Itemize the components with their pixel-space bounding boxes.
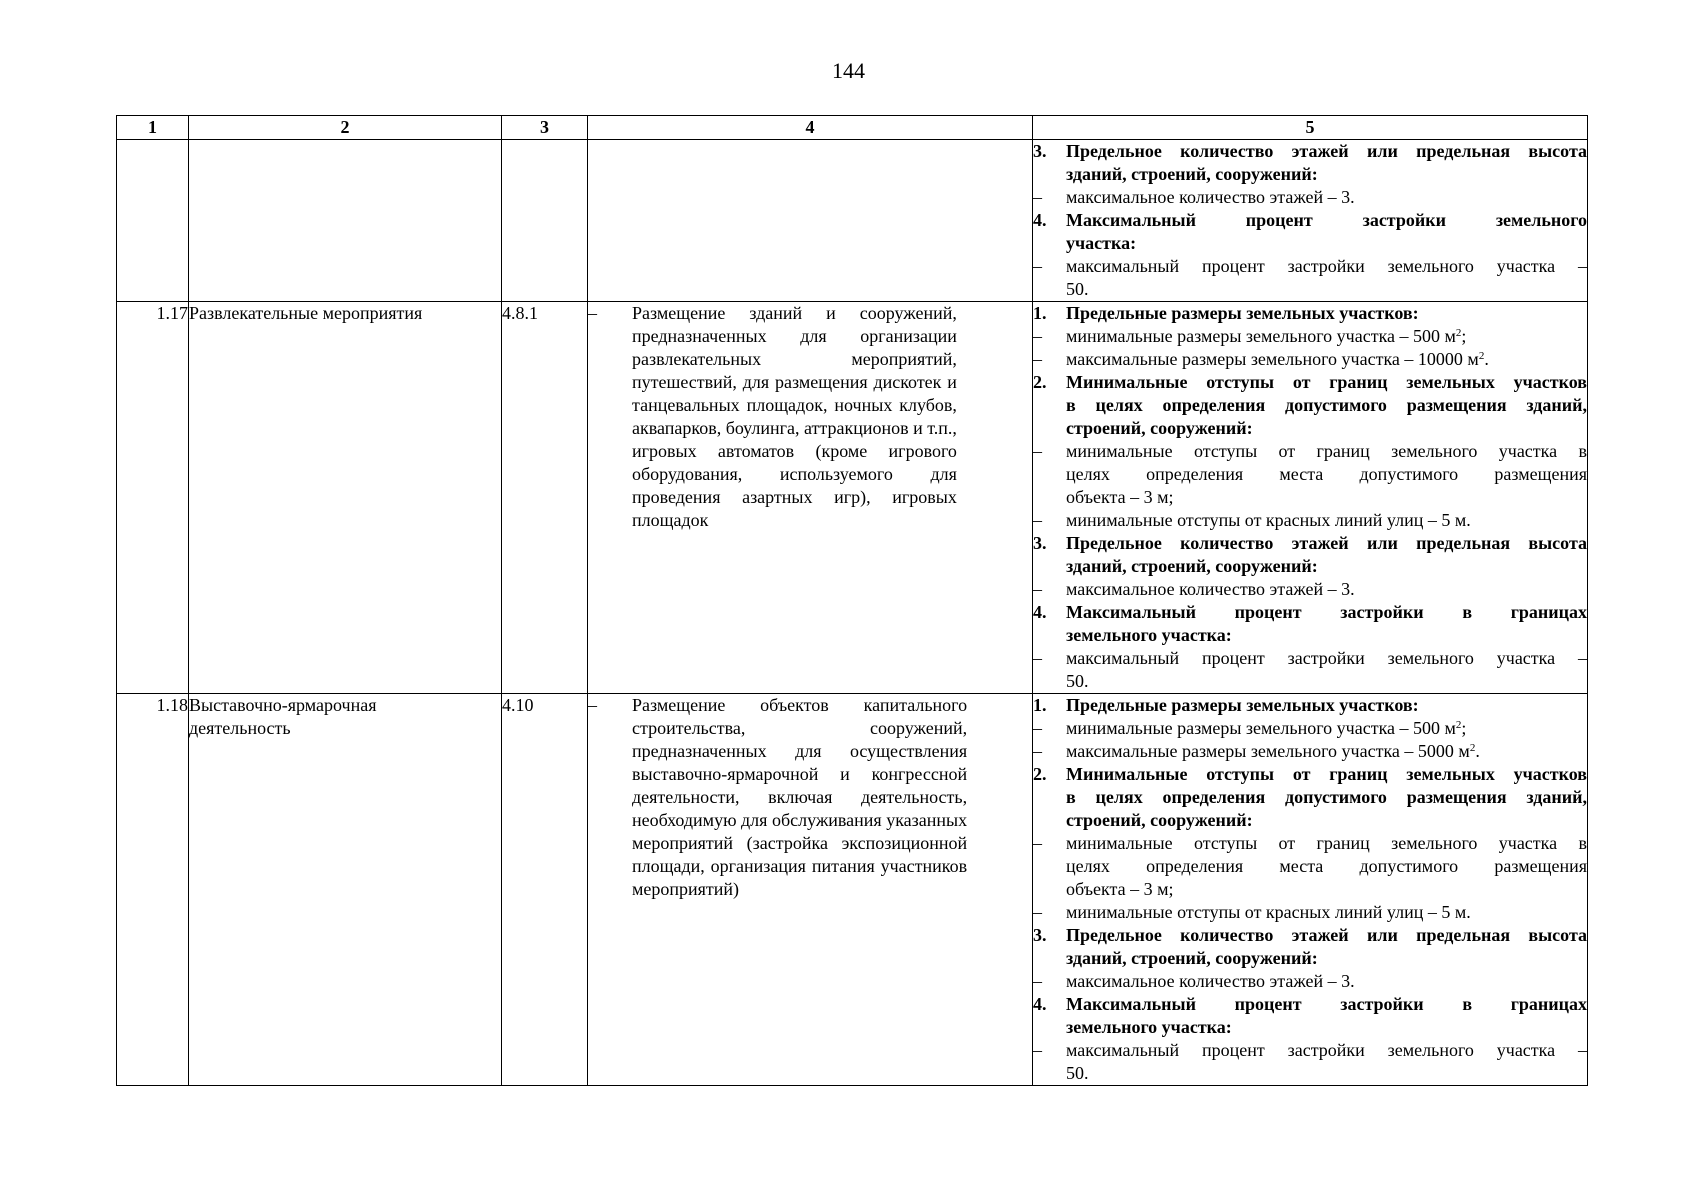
dash-marker: –: [1033, 718, 1042, 738]
column-header: 5: [1033, 116, 1588, 140]
description-text: [632, 694, 967, 901]
text-line: площади, организация питания участников: [632, 856, 968, 876]
dash-marker: –: [1033, 741, 1042, 761]
text-line: предназначенных для осуществления: [632, 741, 968, 761]
table-row-continuation: [117, 140, 1588, 302]
text-line: [1066, 255, 1587, 278]
parameter-text: [1066, 1039, 1587, 1085]
punctuation: .: [1475, 741, 1480, 761]
text-line: строительства, сооружений,: [632, 718, 968, 738]
text-line: [1066, 855, 1587, 878]
parameter-heading: [1033, 763, 1587, 832]
text-line: [1066, 186, 1587, 209]
dash-marker: –: [1033, 187, 1042, 207]
text-line: оборудования, используемого для: [632, 464, 957, 484]
text-line: [1066, 1039, 1587, 1062]
text-line: [1066, 809, 1587, 832]
text-line: [1066, 463, 1587, 486]
table-row: [117, 694, 1588, 1086]
table-row: [117, 302, 1588, 694]
parameter-number: 1.: [1033, 695, 1047, 715]
text-line: выставочно-ярмарочной и конгрессной: [632, 764, 968, 784]
text-line: [1066, 348, 1587, 371]
parameter-text: [1066, 694, 1587, 717]
text-line: [1066, 140, 1587, 163]
parameter-text: [1066, 901, 1587, 924]
parameter-item: [1033, 832, 1587, 901]
text-line: [1066, 970, 1587, 993]
parameter-text: [1066, 209, 1587, 255]
line-text: целях определения места допустимого размещения: [1066, 464, 1587, 484]
text-line: [1066, 624, 1587, 647]
line-text: участка:: [1066, 233, 1137, 253]
text-line: [1066, 302, 1587, 325]
superscript: 2: [1455, 327, 1462, 339]
dash-marker: –: [1033, 648, 1042, 668]
line-text: целях определения места допустимого размещения: [1066, 856, 1587, 876]
text-line: [1066, 440, 1587, 463]
parameter-heading: [1033, 993, 1587, 1039]
text-line: [1066, 924, 1587, 947]
cell-parameters: [1033, 694, 1588, 1086]
header-row: [117, 116, 1588, 140]
line-text: минимальные отступы от красных линий улиц – 5 м.: [1066, 510, 1471, 530]
parameter-text: [1066, 832, 1587, 901]
line-text: максимальное количество этажей – 3.: [1066, 971, 1355, 991]
superscript: 2: [1469, 742, 1476, 754]
parameter-text: [1066, 186, 1587, 209]
parameter-item: [1033, 901, 1587, 924]
parameter-text: [1066, 578, 1587, 601]
parameter-text: [1066, 302, 1587, 325]
cell-description: [588, 140, 1033, 302]
parameter-text: [1066, 140, 1587, 186]
parameter-heading: [1033, 694, 1587, 717]
text-line: [1066, 670, 1587, 693]
text-line: Размещение объектов капитального: [632, 695, 968, 715]
line-text: земельного участка:: [1066, 625, 1232, 645]
line-text: минимальные размеры земельного участка – 500 м: [1066, 326, 1456, 346]
dash-marker: –: [1033, 326, 1042, 346]
text-line: [1066, 993, 1587, 1016]
parameter-text: [1066, 924, 1587, 970]
parameter-text: [1066, 371, 1587, 440]
text-line: [1066, 878, 1587, 901]
parameter-item: [1033, 440, 1587, 509]
text-line: танцевальных площадок, ночных клубов,: [632, 395, 957, 415]
page-number: 144: [832, 58, 865, 83]
parameter-item: [1033, 578, 1587, 601]
text-line: путешествий, для размещения дискотек и: [632, 372, 957, 392]
text-line: аквапарков, боулинга, аттракционов и т.п.,: [632, 418, 957, 438]
parameter-item: [1033, 647, 1587, 693]
text-line: [1066, 532, 1587, 555]
parameter-item: [1033, 186, 1587, 209]
cell-parameters: [1033, 140, 1588, 302]
description-text: [632, 302, 957, 532]
text-line: развлекательных мероприятий,: [632, 349, 957, 369]
line-text: Предельное количество этажей или предельная высота: [1066, 141, 1587, 161]
line-text: минимальные отступы от границ земельного участка в: [1066, 441, 1587, 461]
text-line: деятельности, включая деятельность,: [632, 787, 968, 807]
text-line: [1066, 394, 1587, 417]
column-header: 1: [117, 116, 189, 140]
text-line: [1066, 278, 1587, 301]
line-text: 50.: [1066, 671, 1089, 691]
line-text: Максимальный процент застройки в границах: [1066, 602, 1587, 622]
text-line: предназначенных для организации: [632, 326, 957, 346]
parameter-item: [1033, 509, 1587, 532]
parameter-heading: [1033, 209, 1587, 255]
superscript: 2: [1478, 350, 1485, 362]
text-line: Размещение зданий и сооружений,: [632, 303, 957, 323]
line-text: минимальные размеры земельного участка – 500 м: [1066, 718, 1456, 738]
line-text: 50.: [1066, 1063, 1089, 1083]
text-line: площадок: [632, 510, 709, 530]
dash-marker: –: [588, 695, 597, 715]
parameter-text: [1066, 970, 1587, 993]
text-line: мероприятий): [632, 879, 740, 899]
parameter-number: 2.: [1033, 764, 1047, 784]
dash-marker: –: [1033, 579, 1042, 599]
parameter-heading: [1033, 302, 1587, 325]
line-text: строений, сооружений:: [1066, 418, 1253, 438]
dash-marker: –: [1033, 902, 1042, 922]
line-text: Предельное количество этажей или предельная высота: [1066, 925, 1587, 945]
line-text: зданий, строений, сооружений:: [1066, 164, 1318, 184]
line-text: максимальные размеры земельного участка – 10000 м: [1066, 349, 1479, 369]
superscript: 2: [1455, 719, 1462, 731]
line-text: в целях определения допустимого размещения зданий,: [1066, 395, 1587, 415]
line-text: максимальное количество этажей – 3.: [1066, 187, 1355, 207]
text-line: [1066, 417, 1587, 440]
text-line: [1066, 555, 1587, 578]
dash-marker: –: [1033, 441, 1042, 461]
line-text: объекта – 3 м;: [1066, 879, 1174, 899]
parameter-item: [1033, 1039, 1587, 1085]
text-line: [1066, 694, 1587, 717]
parameter-item: [1033, 348, 1587, 371]
parameter-number: 4.: [1033, 602, 1047, 622]
text-line: игровых автоматов (кроме игрового: [632, 441, 957, 461]
line-text: в целях определения допустимого размещения зданий,: [1066, 787, 1587, 807]
parameter-text: [1066, 740, 1587, 763]
dash-marker: –: [1033, 349, 1042, 369]
parameter-text: [1066, 532, 1587, 578]
parameter-text: [1066, 440, 1587, 509]
land-use-name: Развлекательные мероприятия: [189, 302, 502, 694]
line-text: Минимальные отступы от границ земельных участков: [1066, 764, 1587, 784]
parameter-heading: [1033, 601, 1587, 647]
line-text: Предельные размеры земельных участков:: [1066, 695, 1419, 715]
land-use-description: [588, 302, 1033, 694]
line-text: максимальное количество этажей – 3.: [1066, 579, 1355, 599]
parameter-text: [1066, 509, 1587, 532]
regulations-table: [116, 115, 1588, 1086]
parameter-number: 2.: [1033, 372, 1047, 392]
line-text: минимальные отступы от красных линий улиц – 5 м.: [1066, 902, 1471, 922]
land-use-description: [588, 694, 1033, 1086]
parameter-text: [1066, 601, 1587, 647]
cell-code: [502, 140, 588, 302]
text-line: [1066, 232, 1587, 255]
text-line: [1066, 786, 1587, 809]
dash-marker: –: [588, 303, 597, 323]
parameter-text: [1066, 763, 1587, 832]
parameter-text: [1066, 255, 1587, 301]
text-line: [1066, 163, 1587, 186]
parameter-item: [1033, 740, 1587, 763]
text-line: [1066, 486, 1587, 509]
parameter-number: 4.: [1033, 210, 1047, 230]
line-text: максимальный процент застройки земельного участка –: [1066, 648, 1587, 668]
line-text: зданий, строений, сооружений:: [1066, 948, 1318, 968]
text-line: [1066, 601, 1587, 624]
line-text: объекта – 3 м;: [1066, 487, 1174, 507]
parameter-number: 1.: [1033, 303, 1047, 323]
line-text: Максимальный процент застройки земельного: [1066, 210, 1587, 230]
parameter-item: [1033, 717, 1587, 740]
line-text: Предельное количество этажей или предельная высота: [1066, 533, 1587, 553]
dash-marker: –: [1033, 971, 1042, 991]
parameter-number: 4.: [1033, 994, 1047, 1014]
name-line: Выставочно-ярмарочная: [189, 695, 377, 715]
text-line: [1066, 763, 1587, 786]
column-header: 4: [588, 116, 1033, 140]
text-line: [1066, 901, 1587, 924]
name-line: деятельность: [189, 718, 291, 738]
parameter-item: [1033, 970, 1587, 993]
parameter-number: 3.: [1033, 925, 1047, 945]
parameter-heading: [1033, 371, 1587, 440]
land-use-code: 4.8.1: [502, 302, 588, 694]
text-line: необходимую для обслуживания указанных: [632, 810, 968, 830]
parameter-text: [1066, 348, 1587, 371]
line-text: максимальные размеры земельного участка – 5000 м: [1066, 741, 1470, 761]
parameter-text: [1066, 993, 1587, 1039]
line-text: земельного участка:: [1066, 1017, 1232, 1037]
text-line: [1066, 1062, 1587, 1085]
parameter-text: [1066, 647, 1587, 693]
text-line: мероприятий (застройка экспозиционной: [632, 833, 968, 853]
line-text: максимальный процент застройки земельного участка –: [1066, 256, 1587, 276]
cell-name: [189, 140, 502, 302]
parameter-number: 3.: [1033, 533, 1047, 553]
cell-number: [117, 140, 189, 302]
text-line: [1066, 832, 1587, 855]
dash-marker: –: [1033, 1040, 1042, 1060]
row-number: 1.17: [117, 302, 189, 694]
text-line: [1066, 647, 1587, 670]
text-line: [1066, 371, 1587, 394]
line-text: зданий, строений, сооружений:: [1066, 556, 1318, 576]
column-header: 2: [189, 116, 502, 140]
line-text: Минимальные отступы от границ земельных участков: [1066, 372, 1587, 392]
text-line: [1066, 209, 1587, 232]
parameter-text: [1066, 325, 1587, 348]
text-line: проведения азартных игр), игровых: [632, 487, 957, 507]
parameter-text: [1066, 717, 1587, 740]
text-line: [1066, 1016, 1587, 1039]
text-line: [1066, 509, 1587, 532]
parameter-heading: [1033, 924, 1587, 970]
text-line: [1066, 947, 1587, 970]
parameter-heading: [1033, 140, 1587, 186]
text-line: [1066, 325, 1587, 348]
line-text: строений, сооружений:: [1066, 810, 1253, 830]
line-text: минимальные отступы от границ земельного участка в: [1066, 833, 1587, 853]
row-number: 1.18: [117, 694, 189, 1086]
dash-marker: –: [1033, 510, 1042, 530]
dash-marker: –: [1033, 833, 1042, 853]
parameter-heading: [1033, 532, 1587, 578]
line-text: Максимальный процент застройки в границах: [1066, 994, 1587, 1014]
land-use-code: 4.10: [502, 694, 588, 1086]
punctuation: .: [1484, 349, 1489, 369]
punctuation: ;: [1461, 326, 1467, 346]
line-text: максимальный процент застройки земельного участка –: [1066, 1040, 1587, 1060]
text-line: [1066, 578, 1587, 601]
land-use-name: [189, 694, 502, 1086]
line-text: Предельные размеры земельных участков:: [1066, 303, 1419, 323]
punctuation: ;: [1461, 718, 1467, 738]
parameter-item: [1033, 325, 1587, 348]
text-line: [1066, 740, 1587, 763]
dash-marker: –: [1033, 256, 1042, 276]
cell-parameters: [1033, 302, 1588, 694]
parameter-number: 3.: [1033, 141, 1047, 161]
column-header: 3: [502, 116, 588, 140]
line-text: 50.: [1066, 279, 1089, 299]
text-line: [1066, 717, 1587, 740]
parameter-item: [1033, 255, 1587, 301]
